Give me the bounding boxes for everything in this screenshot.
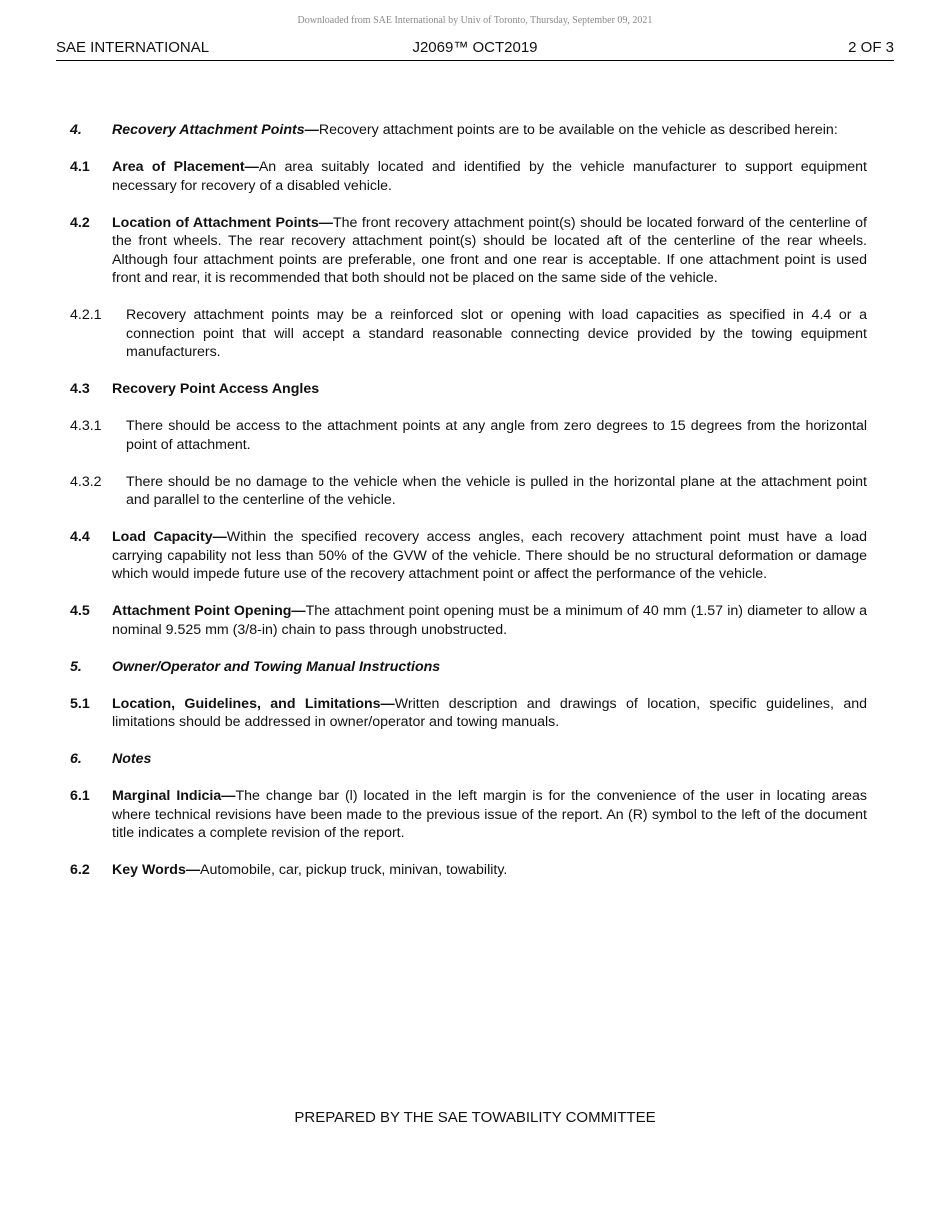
section-title: Marginal Indicia— [112,788,236,804]
document-number: J2069™ OCT2019 [412,39,538,56]
section-5-1 [70,695,867,732]
section-title: Attachment Point Opening— [112,603,306,619]
page-number: 2 OF 3 [848,39,894,56]
section-text: Written description and drawings of location, specific guidelines, and limitations should be addressed in owner/operator and towing manuals. [112,695,867,730]
section-title: Notes [112,751,152,767]
section-title: Key Words— [112,862,201,878]
page-header [56,38,894,61]
section-text: Recovery attachment points may be a reinforced slot or opening with load capacities as specified in 4.4 or a connection point that will accept a standard reasonable connecting device provided by the towing equipment manufacturers. [126,307,867,360]
section-4 [70,121,867,140]
section-text: The attachment point opening must be a minimum of 40 mm (1.57 in) diameter to allow a nominal 9.525 mm (3/8-in) chain to pass through unobstructed. [112,603,867,638]
section-5 [70,658,867,677]
section-text: There should be access to the attachment points at any angle from zero degrees to 15 degrees from the horizontal point of attachment. [126,418,867,453]
section-title: Load Capacity— [112,529,227,545]
section-4-5 [70,602,867,639]
section-number: 4.2 [70,214,90,231]
section-number: 4.2.1 [70,307,102,323]
section-4-3-2 [70,473,867,510]
section-text: The front recovery attachment point(s) should be located forward of the centerline of the front wheels. The rear recovery attachment point(s) should be located aft of the centerline of the rear wheels. Although four attachment points are preferable, one front and one rear is acceptable. If one attachment point is used front and rear, it is recommended that both should not be placed on the same side of the vehicle. [112,214,867,286]
section-4-3-1 [70,417,867,454]
section-number: 4.1 [70,159,90,175]
section-title: Recovery Attachment Points— [112,122,319,138]
section-number: 5.1 [70,695,90,712]
section-number: 5. [70,658,82,675]
section-4-4 [70,528,867,584]
section-number: 4. [70,122,82,138]
section-number: 4.5 [70,603,90,619]
section-title: Area of Placement— [112,159,259,175]
section-text: An area suitably located and identified by the vehicle manufacturer to support equipment necessary for recovery of a disabled vehicle. [112,159,867,194]
download-watermark: Downloaded from SAE International by Univ of Toronto, Thursday, September 09, 2021 [297,15,653,26]
section-number: 6.2 [70,862,90,878]
section-4-2 [70,214,867,288]
section-number: 4.3.2 [70,473,102,490]
section-title: Location, Guidelines, and Limitations— [112,695,395,712]
section-6-2 [70,861,867,880]
publisher-name: SAE INTERNATIONAL [56,39,210,56]
section-text: Recovery attachment points are to be available on the vehicle as described herein: [318,122,838,138]
section-number: 4.4 [70,529,90,545]
section-6 [70,750,867,769]
section-text: Within the specified recovery access angles, each recovery attachment point must have a load carrying capability not less than 50% of the GVW of the vehicle. There should be no structural deformation or damage which would impede future use of the recovery attachment point or affect the performance of the vehicle. [112,529,867,582]
section-4-2-1 [70,306,867,362]
section-number: 4.3.1 [70,418,102,434]
section-text: The change bar (l) located in the left margin is for the convenience of the user in locating areas where technical revisions have been made to the previous issue of the report. An (R) symbol to the left of the document title indicates a complete revision of the report. [112,788,868,841]
section-title: Recovery Point Access Angles [112,381,320,397]
section-6-1 [70,787,867,843]
section-text: Automobile, car, pickup truck, minivan, towability. [200,862,508,878]
section-number: 4.3 [70,381,90,397]
section-title: Owner/Operator and Towing Manual Instructions [112,658,441,675]
prepared-by-footer: PREPARED BY THE SAE TOWABILITY COMMITTEE [294,1109,656,1126]
document-body [70,121,867,898]
section-text: There should be no damage to the vehicle when the vehicle is pulled in the horizontal plane at the attachment point and parallel to the centerline of the vehicle. [126,473,867,508]
section-4-1 [70,158,867,195]
section-title: Location of Attachment Points— [112,214,333,231]
section-number: 6.1 [70,788,90,804]
section-4-3 [70,380,867,399]
section-number: 6. [70,751,82,767]
